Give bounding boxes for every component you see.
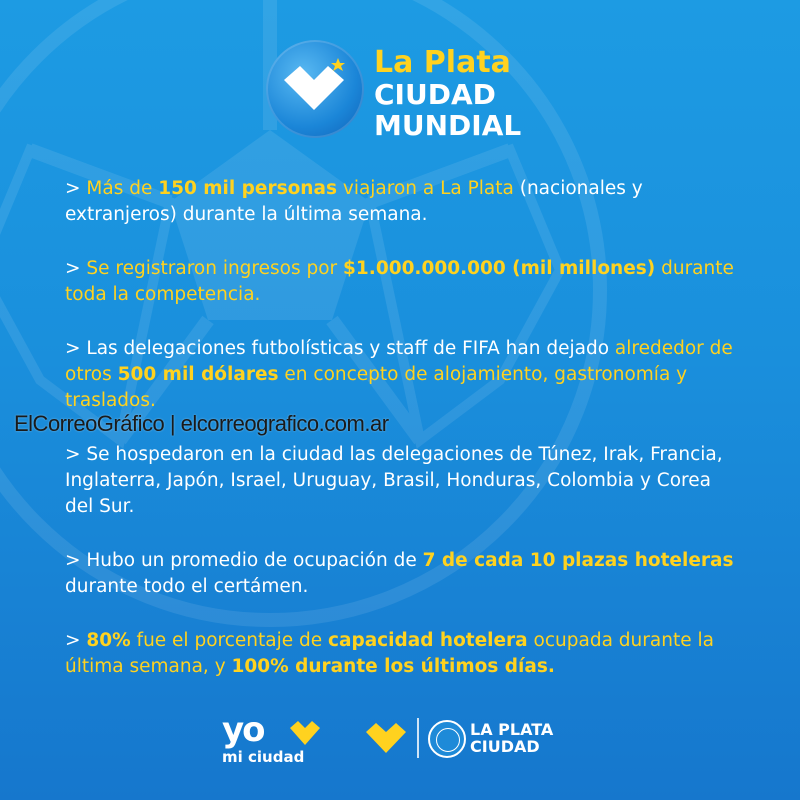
title-mundial: MUNDIAL: [374, 109, 522, 142]
heart-logo-icon: [288, 718, 322, 748]
stat-text-segment: > Se hospedaron en la ciudad las delegaciones de Túnez, Irak, Francia, Inglaterra, Japón, Israel, Uruguay, Brasil, Honduras, Colombia y Corea del Sur.: [65, 444, 723, 517]
stat-text-segment: 7 de cada 10 plazas hoteleras: [422, 550, 734, 571]
city-seal-icon: [428, 720, 466, 758]
lp-line2: CIUDAD: [470, 737, 540, 756]
globe-emblem: [266, 40, 364, 138]
stat-text-segment: > Las delegaciones futbolísticas y staff de FIFA han dejado: [65, 338, 615, 359]
stat-text-segment: en concepto de alojamiento, gastronomía y traslados.: [65, 364, 688, 411]
stat-text-segment: 100% durante los últimos días.: [231, 656, 555, 677]
yo-logo-text: yo: [222, 710, 264, 750]
stat-text-segment: >: [65, 258, 87, 279]
stat-text-segment: Se registraron ingresos por: [86, 258, 344, 279]
title-ciudad: CIUDAD: [374, 78, 496, 111]
stat-paragraph: [65, 336, 745, 414]
stat-paragraph: [65, 548, 745, 600]
stat-text-segment: >: [65, 630, 87, 651]
header-logo: [266, 40, 546, 150]
stat-text-segment: durante toda la competencia.: [65, 258, 734, 305]
stats-list: [65, 176, 745, 708]
heart-logo-icon: [364, 720, 408, 756]
stat-text-segment: (nacionales y extranjeros) durante la última semana.: [65, 178, 643, 225]
stat-paragraph: [65, 176, 745, 228]
stat-text-segment: Más de: [86, 178, 159, 199]
watermark-text: ElCorreoGráfico | elcorreografico.com.ar: [14, 411, 389, 436]
stat-text-segment: 500 mil dólares: [117, 364, 279, 385]
la-plata-ciudad-logo: [470, 721, 553, 755]
stat-text-segment: fue el porcentaje de: [130, 630, 328, 651]
footer-logos: [0, 700, 800, 780]
stat-text-segment: capacidad hotelera: [328, 630, 528, 651]
stat-text-segment: 150 mil personas: [158, 178, 337, 199]
stat-text-segment: durante todo el certámen.: [65, 576, 309, 597]
stat-text-segment: $1.000.000.000 (mil millones): [343, 258, 656, 279]
stat-text-segment: 80%: [86, 630, 131, 651]
footer-divider: [417, 718, 419, 758]
mi-ciudad-text: mi ciudad: [222, 748, 305, 766]
title-block: [374, 45, 522, 142]
stat-text-segment: ocupada durante la última semana, y: [65, 630, 714, 677]
stat-paragraph: [65, 442, 745, 520]
yo-mi-ciudad-logo: [222, 710, 332, 770]
stat-text-segment: > Hubo un promedio de ocupación de: [65, 550, 423, 571]
stat-paragraph: [65, 256, 745, 308]
stat-paragraph: [65, 628, 745, 680]
heart-logo-icon: [266, 40, 364, 138]
title-la-plata: La Plata: [374, 45, 511, 80]
stat-text-segment: alrededor de otros: [65, 338, 733, 385]
stat-text-segment: viajaron a La Plata: [336, 178, 514, 199]
lp-line1: LA PLATA: [470, 720, 554, 739]
stat-text-segment: >: [65, 178, 87, 199]
